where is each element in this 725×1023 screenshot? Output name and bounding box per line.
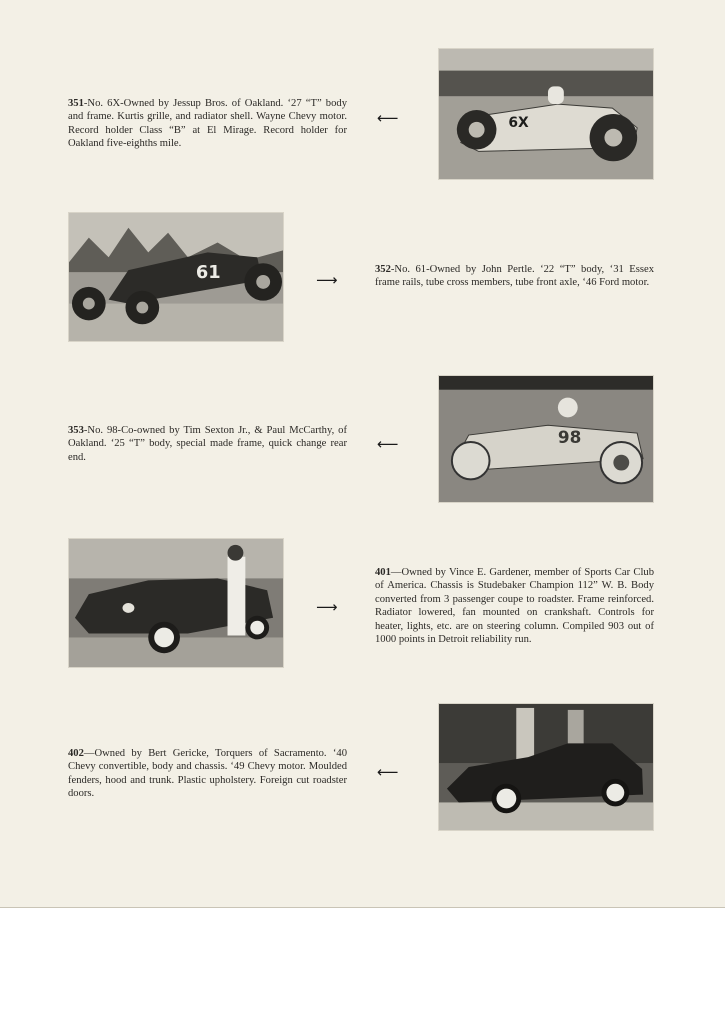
entry-number: 402 <box>68 748 84 759</box>
photo-352-roadster <box>68 212 284 342</box>
entry-text: —Owned by Vince E. Gardener, member of Sports Car Club of America. Chassis is Studebaker Champion 112” W. B. Body converted from 3 passenger coupe to roadster. Frame reinforced. Radiator lowered, fan mounted on crankshaft. Controls for heater, lights, etc. are on steering column. Compiled 903 out of 1000 points in Detroit reliability run. <box>375 567 654 646</box>
entry-number: 352 <box>375 264 391 275</box>
entry-text: -No. 98-Co-owned by Tim Sexton Jr., & Paul McCarthy, of Oakland. ‘25 “T” body, special made frame, quick change rear end. <box>68 425 347 463</box>
caption-352 <box>375 263 654 290</box>
arrow-left-icon: ⟵ <box>377 109 399 127</box>
arrow-right-icon: ⟶ <box>316 271 338 289</box>
entry-text: -No. 61-Owned by John Pertle. ‘22 “T” body, ‘31 Essex frame rails, tube cross members, tube front axle, ‘46 Ford motor. <box>375 264 654 289</box>
car-number-label: 6X <box>508 114 529 131</box>
arrow-left-icon: ⟵ <box>377 435 399 453</box>
entry-number: 401 <box>375 567 391 578</box>
caption-402 <box>68 747 347 801</box>
photo-402-chevy-convertible <box>438 703 654 831</box>
entry-text: —Owned by Bert Gericke, Torquers of Sacramento. ‘40 Chevy convertible, body and chassis. ‘49 Chevy motor. Moulded fenders, hood and trunk. Plastic upholstery. Foreign cut roadster doors. <box>68 748 347 800</box>
entry-number: 351 <box>68 98 84 109</box>
caption-401 <box>375 566 654 646</box>
entry-text: -No. 6X-Owned by Jessup Bros. of Oakland. ‘27 “T” body and frame. Kurtis grille, and radiator shell. Wayne Chevy motor. Record holder Class “B” at El Mirage. Record holder for Oakland five-eighths mile. <box>68 98 347 150</box>
photo-351-race-car <box>438 48 654 180</box>
photo-353-sprint-car <box>438 375 654 503</box>
arrow-right-icon: ⟶ <box>316 598 338 616</box>
car-number-label: 98 <box>557 426 582 447</box>
entry-number: 353 <box>68 425 84 436</box>
caption-351 <box>68 97 347 151</box>
car-number-label: 61 <box>195 263 221 283</box>
arrow-left-icon: ⟵ <box>377 763 399 781</box>
caption-353 <box>68 424 347 464</box>
photo-401-studebaker-roadster <box>68 538 284 668</box>
